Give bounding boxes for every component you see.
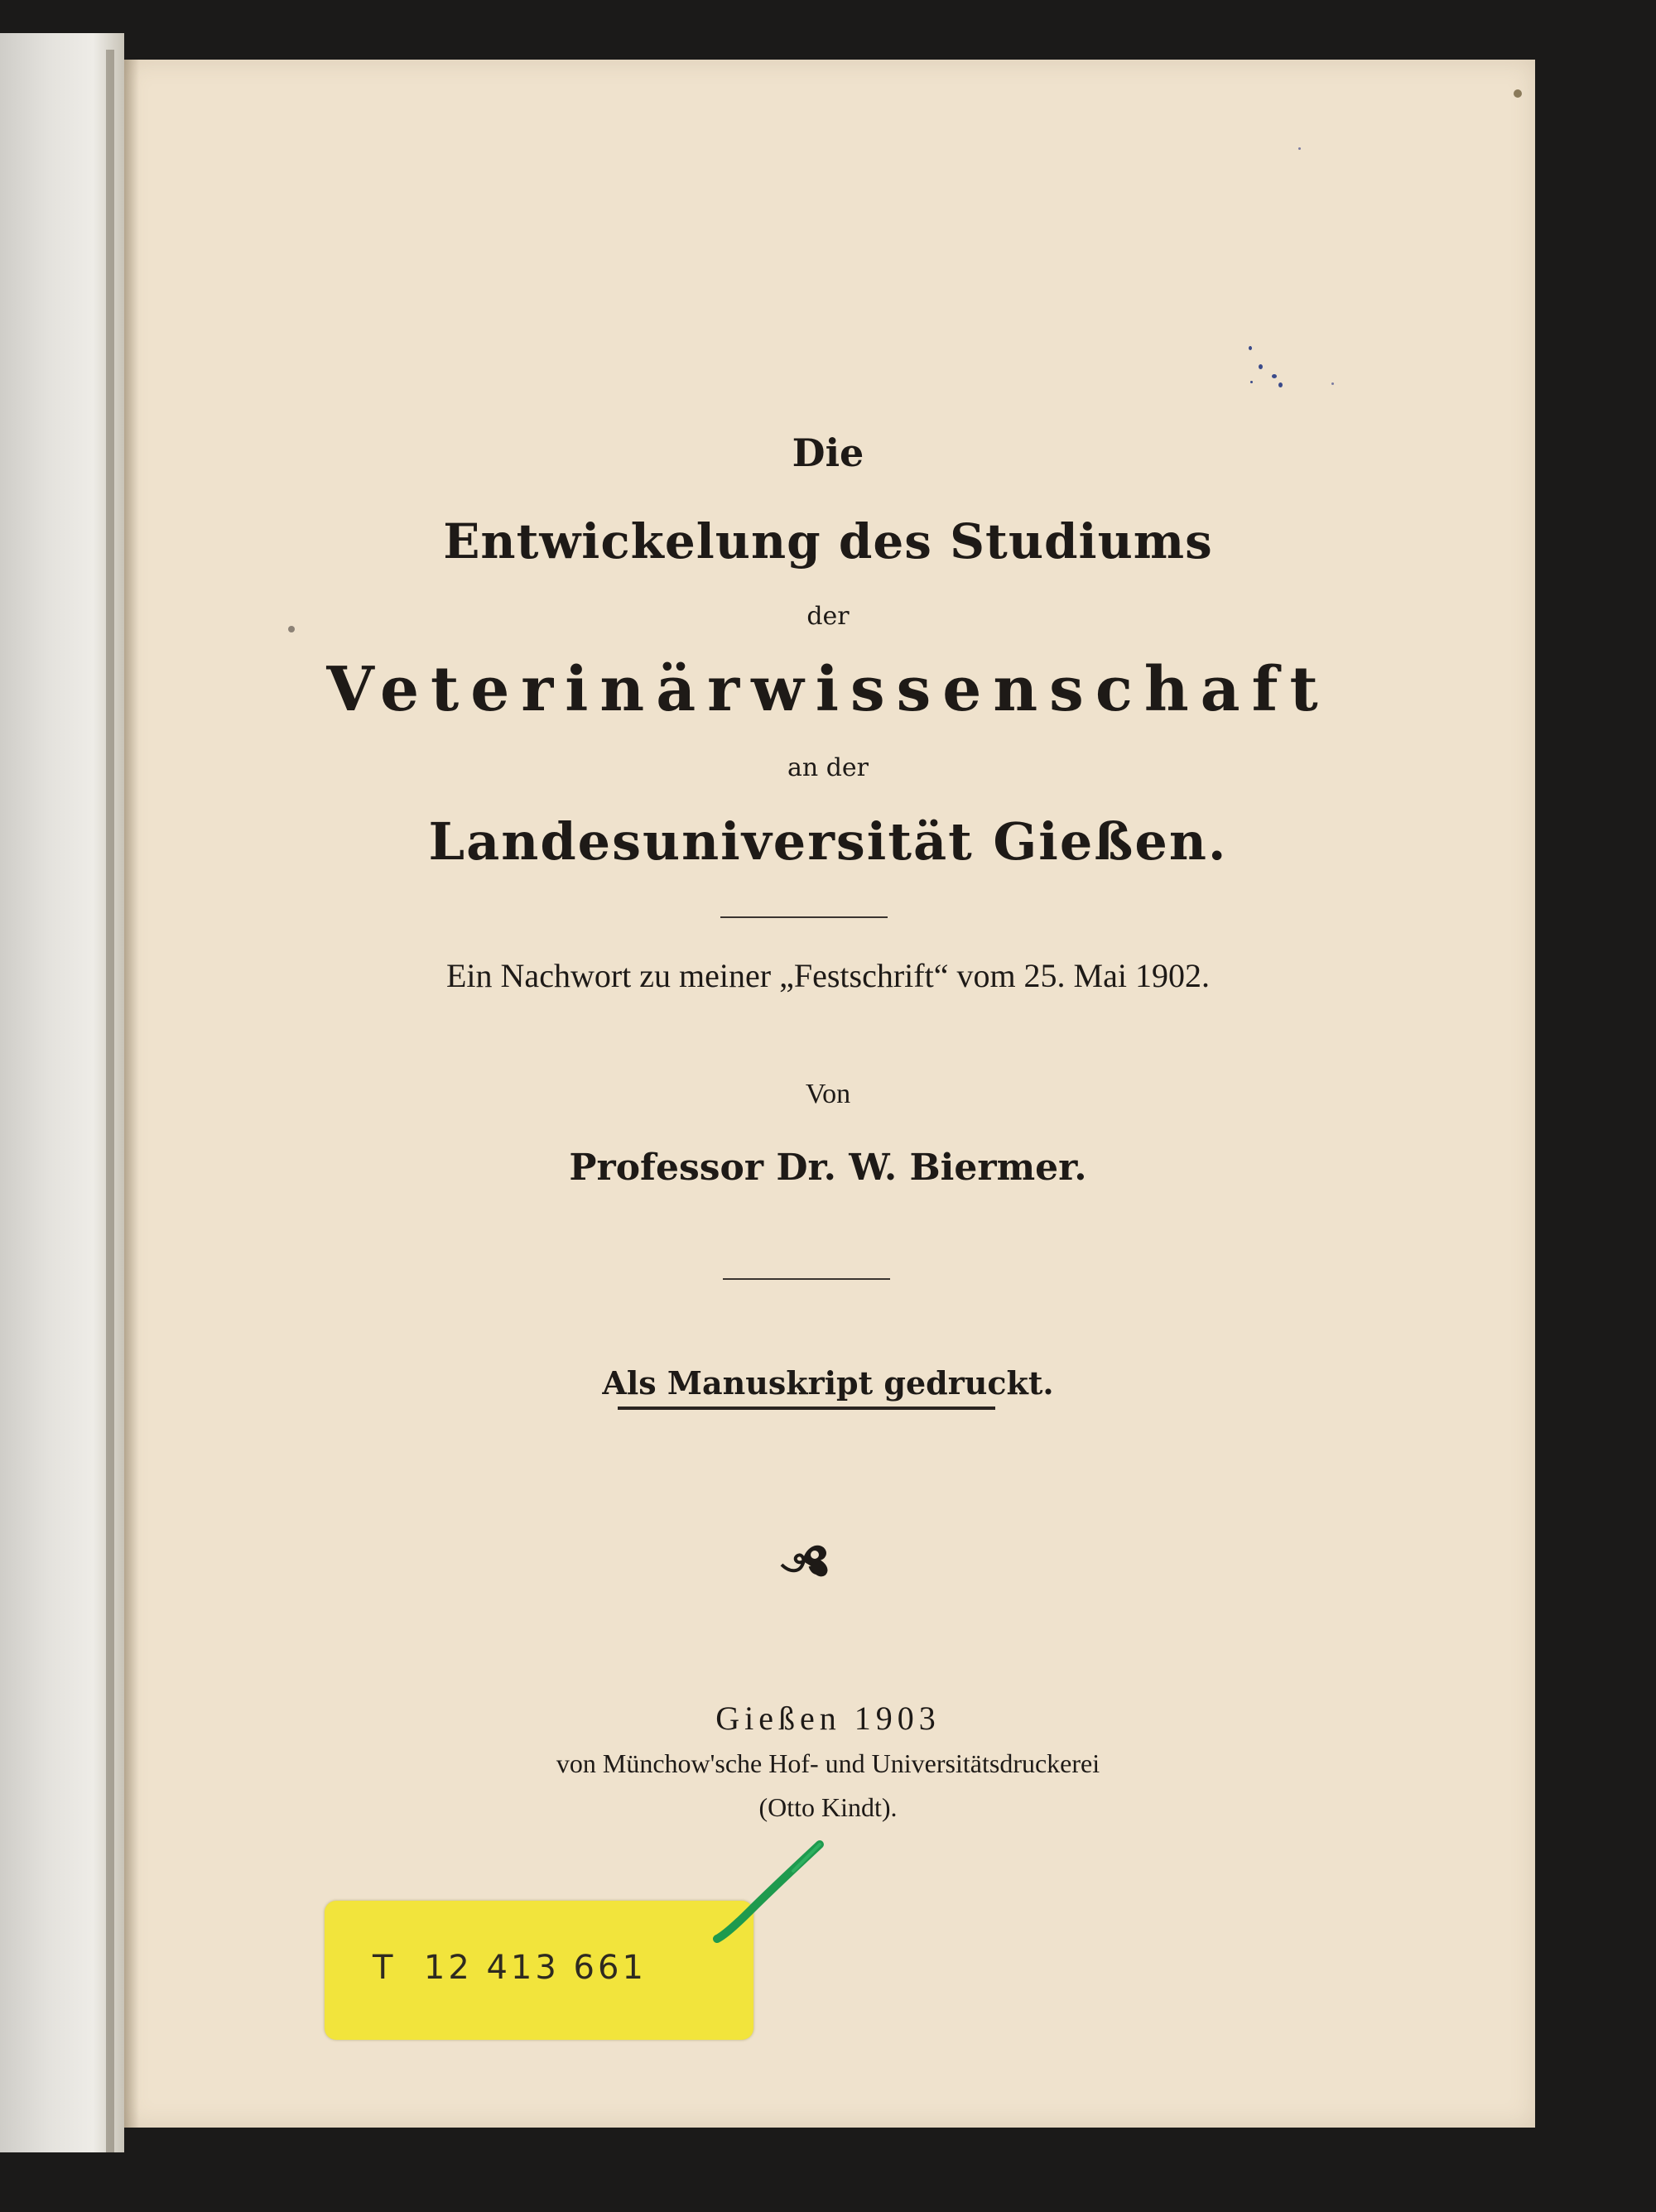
ink-speck <box>1298 147 1301 150</box>
ink-speck <box>1250 381 1253 383</box>
title-word-der: der <box>806 602 850 631</box>
title-words-an-der: an der <box>787 753 869 782</box>
library-shelf-label <box>325 1901 753 2040</box>
ink-speck <box>1249 346 1252 350</box>
fleuron-icon <box>778 1540 835 1578</box>
divider-rule <box>723 1278 890 1280</box>
ink-speck <box>1331 382 1334 385</box>
paper-blemish <box>1514 89 1522 98</box>
imprint-place-year: Gießen 1903 <box>715 1700 941 1737</box>
imprint-printer: von Münchow'sche Hof- und Universitätsdruckerei <box>556 1748 1100 1778</box>
author-name: Professor Dr. W. Biermer. <box>569 1147 1087 1189</box>
manuscript-note: Als Manuskript gedruckt. <box>602 1364 1054 1402</box>
title-line-landesuniversitaet: Landesuniversität Gießen. <box>428 811 1228 872</box>
ink-speck <box>1278 382 1283 387</box>
by-line-label: Von <box>805 1079 851 1109</box>
ink-speck <box>1272 374 1277 378</box>
subtitle: Ein Nachwort zu meiner „Festschrift“ vom 25. Mai 1902. <box>446 957 1210 994</box>
imprint-printer-owner: (Otto Kindt). <box>758 1792 898 1822</box>
divider-rule <box>720 916 888 918</box>
shelf-mark: T 12 413 661 <box>373 1949 647 1987</box>
green-marker-stroke <box>696 1821 828 1954</box>
title-line-entwickelung: Entwickelung des Studiums <box>443 513 1213 570</box>
ink-speck <box>1259 364 1263 369</box>
manuscript-underline <box>618 1407 995 1410</box>
title-line-veterinaerwissenschaft: Veterinärwissenschaft <box>326 654 1330 725</box>
title-word-die: Die <box>792 430 864 475</box>
